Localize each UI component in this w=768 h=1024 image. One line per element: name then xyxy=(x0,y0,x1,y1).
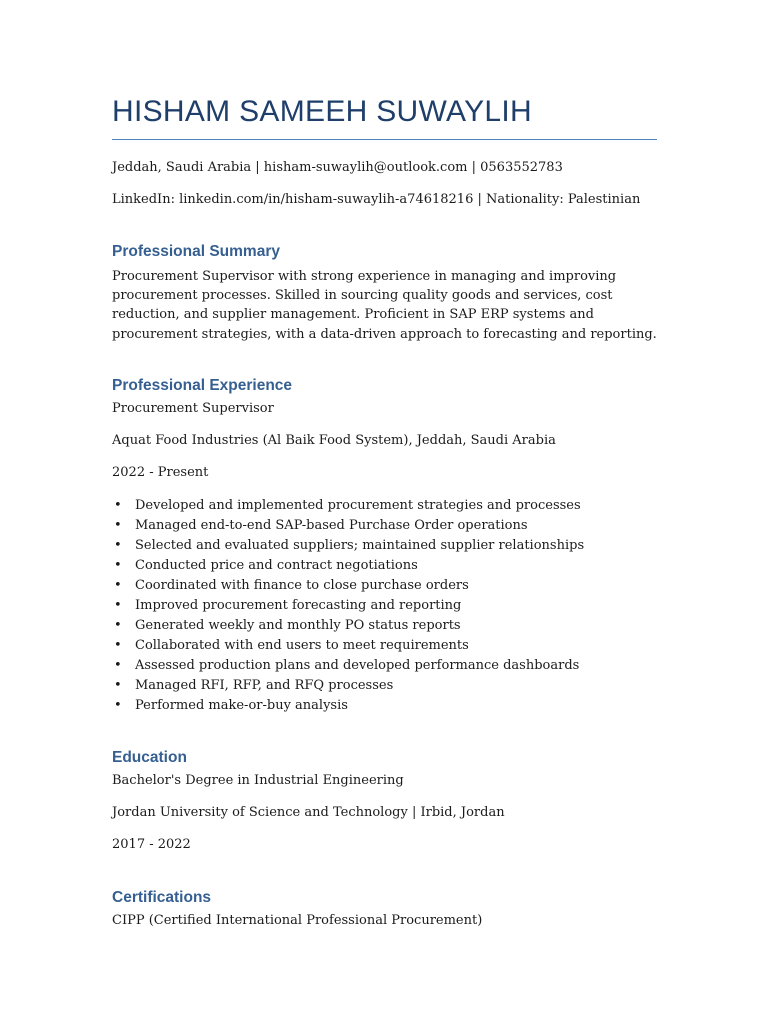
bullet-icon: • xyxy=(114,658,122,674)
bullet-icon: • xyxy=(114,678,122,694)
job-company: Aquat Food Industries (Al Baik Food System), Jeddah, Saudi Arabia xyxy=(112,433,556,448)
list-item: • Conducted price and contract negotiations xyxy=(112,556,584,576)
bullet-icon: • xyxy=(114,618,122,634)
summary-heading: Professional Summary xyxy=(112,243,280,260)
list-item: • Assessed production plans and developed performance dashboards xyxy=(112,656,584,676)
list-item: • Improved procurement forecasting and reporting xyxy=(112,596,584,616)
list-item: • Coordinated with finance to close purchase orders xyxy=(112,576,584,596)
bullet-icon: • xyxy=(114,698,122,714)
job-title: Procurement Supervisor xyxy=(112,401,274,416)
title-divider xyxy=(112,139,657,140)
education-school: Jordan University of Science and Technology | Irbid, Jordan xyxy=(112,805,505,820)
education-dates: 2017 - 2022 xyxy=(112,837,191,852)
bullet-icon: • xyxy=(114,498,122,513)
list-item: • Generated weekly and monthly PO status reports xyxy=(112,616,584,636)
list-item: • Managed end-to-end SAP-based Purchase Order operations xyxy=(112,516,584,536)
bullet-icon: • xyxy=(114,578,122,594)
list-item: • Performed make-or-buy analysis xyxy=(112,696,584,716)
education-degree: Bachelor's Degree in Industrial Engineering xyxy=(112,773,404,788)
certification-item: CIPP (Certified International Professional Procurement) xyxy=(112,913,483,928)
responsibilities-list xyxy=(112,496,584,717)
list-item: • Selected and evaluated suppliers; maintained supplier relationships xyxy=(112,536,584,556)
contact-line-1: Jeddah, Saudi Arabia | hisham-suwaylih@outlook.com | 0563552783 xyxy=(112,160,563,175)
contact-line-2: LinkedIn: linkedin.com/in/hisham-suwaylih-a74618216 | Nationality: Palestinian xyxy=(112,192,641,207)
bullet-icon: • xyxy=(114,558,122,574)
certifications-heading: Certifications xyxy=(112,889,212,906)
job-dates: 2022 - Present xyxy=(112,465,209,480)
bullet-icon: • xyxy=(114,638,122,654)
list-item: • Managed RFI, RFP, and RFQ processes xyxy=(112,676,584,696)
candidate-name: HISHAM SAMEEH SUWAYLIH xyxy=(112,95,532,128)
education-heading: Education xyxy=(112,749,187,766)
list-item: • Developed and implemented procurement strategies and processes xyxy=(112,496,584,516)
bullet-icon: • xyxy=(114,598,122,614)
bullet-icon: • xyxy=(114,538,122,554)
experience-heading: Professional Experience xyxy=(112,377,293,394)
list-item: • Collaborated with end users to meet requirements xyxy=(112,636,584,656)
summary-text: Procurement Supervisor with strong experience in managing and improving procurement processes. Skilled in sourcing quality goods and services, cost reduction, and supplier management. Proficient in SAP ERP systems and procurement strategies, with a data-driven approach to forecasting and reporting. xyxy=(112,269,657,342)
bullet-icon: • xyxy=(114,518,122,534)
